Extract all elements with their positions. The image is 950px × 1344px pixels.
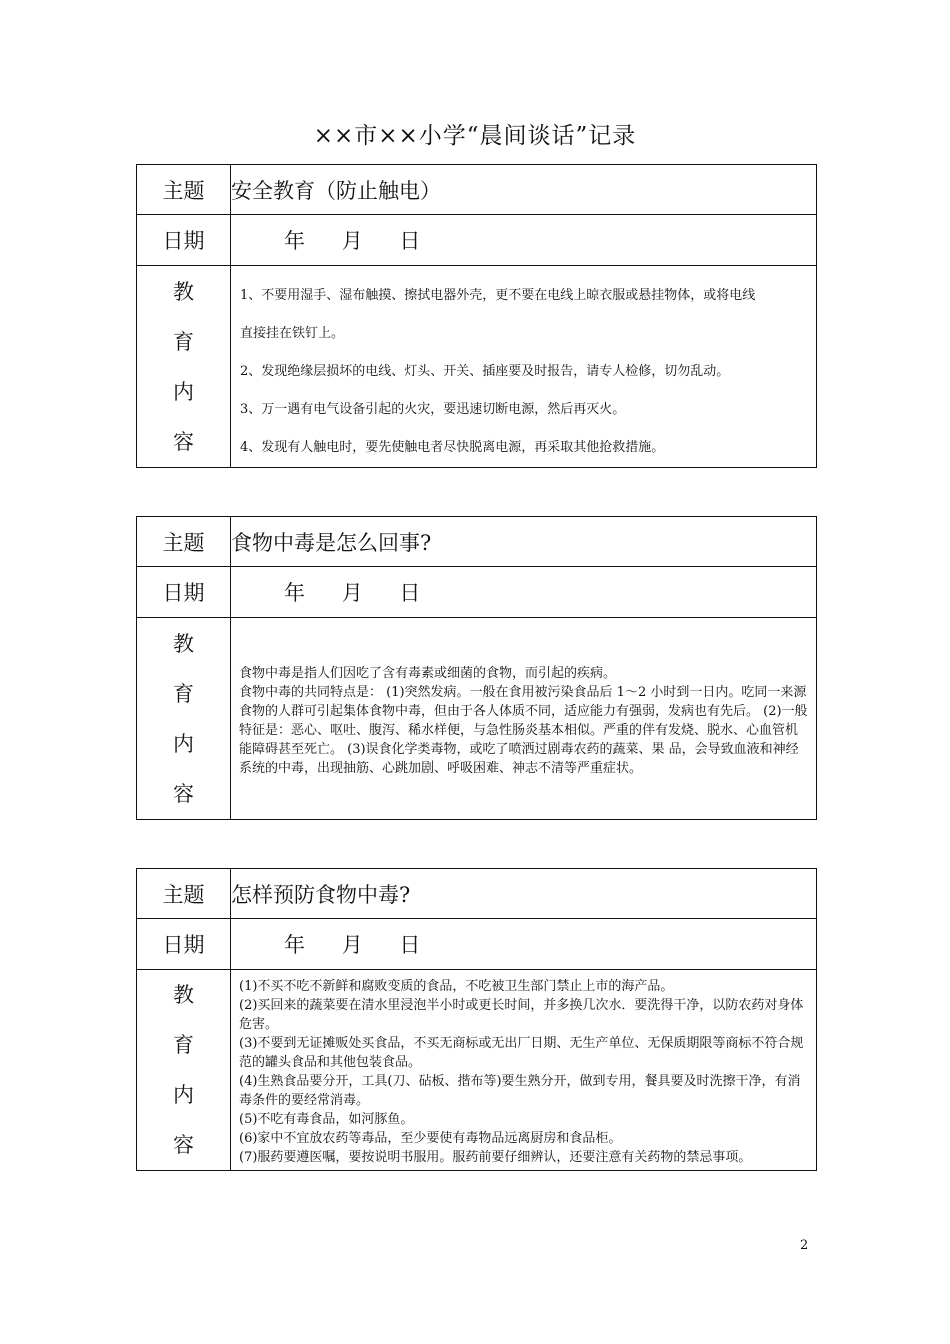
content-paragraph: (1)不买不吃不新鲜和腐败变质的食品，不吃被卫生部门禁止上市的海产品。 bbox=[239, 979, 674, 994]
content-paragraph: 4、发现有人触电时，要先使触电者尽快脱离电源，再采取其他抢救措施。 bbox=[240, 440, 665, 455]
content-label bbox=[137, 266, 231, 468]
date-month: 月 bbox=[341, 581, 363, 605]
content-paragraph: 3、万一遇有电气设备引起的火灾，要迅速切断电源，然后再灭火。 bbox=[240, 402, 626, 417]
content-body bbox=[231, 266, 817, 468]
content-label-char: 育 bbox=[173, 681, 194, 706]
date-day: 日 bbox=[399, 581, 421, 605]
content-paragraph: (6)家中不宜放农药等毒品，至少要使有毒物品远离厨房和食品柜。 bbox=[239, 1131, 622, 1146]
content-paragraph: (2)买回来的蔬菜要在清水里浸泡半小时或更长时间，并多换几次水．要洗得干净，以防农药对身体危害。 bbox=[239, 998, 804, 1032]
topic-value: 怎样预防食物中毒? bbox=[231, 869, 817, 919]
record-table-3 bbox=[136, 868, 817, 1171]
record-table-1 bbox=[136, 164, 817, 468]
date-year: 年 bbox=[284, 229, 305, 253]
content-label-char: 教 bbox=[173, 631, 194, 656]
content-paragraph: (3)不要到无证摊贩处买食品，不买无商标或无出厂日期、无生产单位、无保质期限等商标不符合规范的罐头食品和其他包装食品。 bbox=[239, 1036, 804, 1070]
date-value bbox=[231, 919, 817, 970]
date-day: 日 bbox=[399, 933, 421, 957]
page-title: ××市××小学“晨间谈话”记录 bbox=[313, 123, 637, 149]
page-number: 2 bbox=[800, 1238, 809, 1253]
content-label-char: 教 bbox=[173, 279, 194, 304]
topic-label: 主题 bbox=[137, 517, 231, 567]
date-month: 月 bbox=[341, 933, 363, 957]
date-label: 日期 bbox=[137, 567, 231, 618]
date-day: 日 bbox=[399, 229, 421, 253]
date-year: 年 bbox=[284, 581, 305, 605]
content-paragraph: 食物中毒的共同特点是： (1)突然发病。一般在食用被污染食品后 1～2 小时到一日内。吃同一来源食物的人群可引起集体食物中毒，但由于各人体质不同，适应能力有强弱，发病也有先后。 (2)一般特征是：恶心、呕吐、腹泻、稀水样便，与急性肠炎基本相似。严重的伴有发烧、脱水、心血管机能障碍甚至死亡。 (3)误食化学类毒物，或吃了喷洒过剧毒农药的蔬菜、果 品，会导致血液和神经系统的中毒，出现抽筋、心跳加剧、呼吸困难、神志不清等严重症状。 bbox=[239, 684, 808, 776]
content-paragraph: 食物中毒是指人们因吃了含有毒素或细菌的食物，而引起的疾病。 bbox=[239, 665, 617, 681]
content-label-char: 容 bbox=[173, 1133, 194, 1157]
content-label-char: 教 bbox=[173, 983, 194, 1007]
content-label-char: 内 bbox=[173, 379, 194, 404]
content-paragraph: (4)生熟食品要分开，工具(刀、砧板、揩布等)要生熟分开，做到专用，餐具要及时洗擦干净，有消毒条件的要经常消毒。 bbox=[239, 1074, 801, 1108]
content-paragraph: 直接挂在铁钉上。 bbox=[240, 326, 345, 341]
content-label-char: 育 bbox=[173, 329, 194, 354]
content-paragraph: (7)服药要遵医嘱，要按说明书服用。服药前要仔细辨认，还要注意有关药物的禁忌事项。 bbox=[239, 1150, 752, 1165]
content-paragraph: 1、不要用湿手、湿布触摸、擦拭电器外壳，更不要在电线上晾衣服或悬挂物体，或将电线 bbox=[240, 288, 756, 303]
topic-label: 主题 bbox=[137, 869, 231, 919]
content-label-char: 育 bbox=[173, 1033, 194, 1057]
content-label-char: 容 bbox=[173, 429, 194, 454]
content-paragraph: (5)不吃有毒食品，如河豚鱼。 bbox=[239, 1112, 414, 1127]
content-label-char: 容 bbox=[173, 781, 194, 806]
topic-value: 安全教育（防止触电） bbox=[231, 165, 817, 215]
date-year: 年 bbox=[284, 933, 305, 957]
date-label: 日期 bbox=[137, 919, 231, 970]
content-body bbox=[231, 618, 817, 820]
topic-label: 主题 bbox=[137, 165, 231, 215]
date-value bbox=[231, 215, 817, 266]
topic-value: 食物中毒是怎么回事? bbox=[231, 517, 817, 567]
content-label bbox=[137, 618, 231, 820]
content-label-char: 内 bbox=[173, 731, 194, 756]
date-label: 日期 bbox=[137, 215, 231, 266]
content-label-char: 内 bbox=[173, 1083, 194, 1107]
date-month: 月 bbox=[341, 229, 363, 253]
content-body bbox=[231, 970, 817, 1171]
content-paragraph: 2、发现绝缘层损坏的电线、灯头、开关、插座要及时报告，请专人检修，切勿乱动。 bbox=[240, 364, 730, 379]
date-value bbox=[231, 567, 817, 618]
record-table-2 bbox=[136, 516, 817, 820]
content-label bbox=[137, 970, 231, 1171]
